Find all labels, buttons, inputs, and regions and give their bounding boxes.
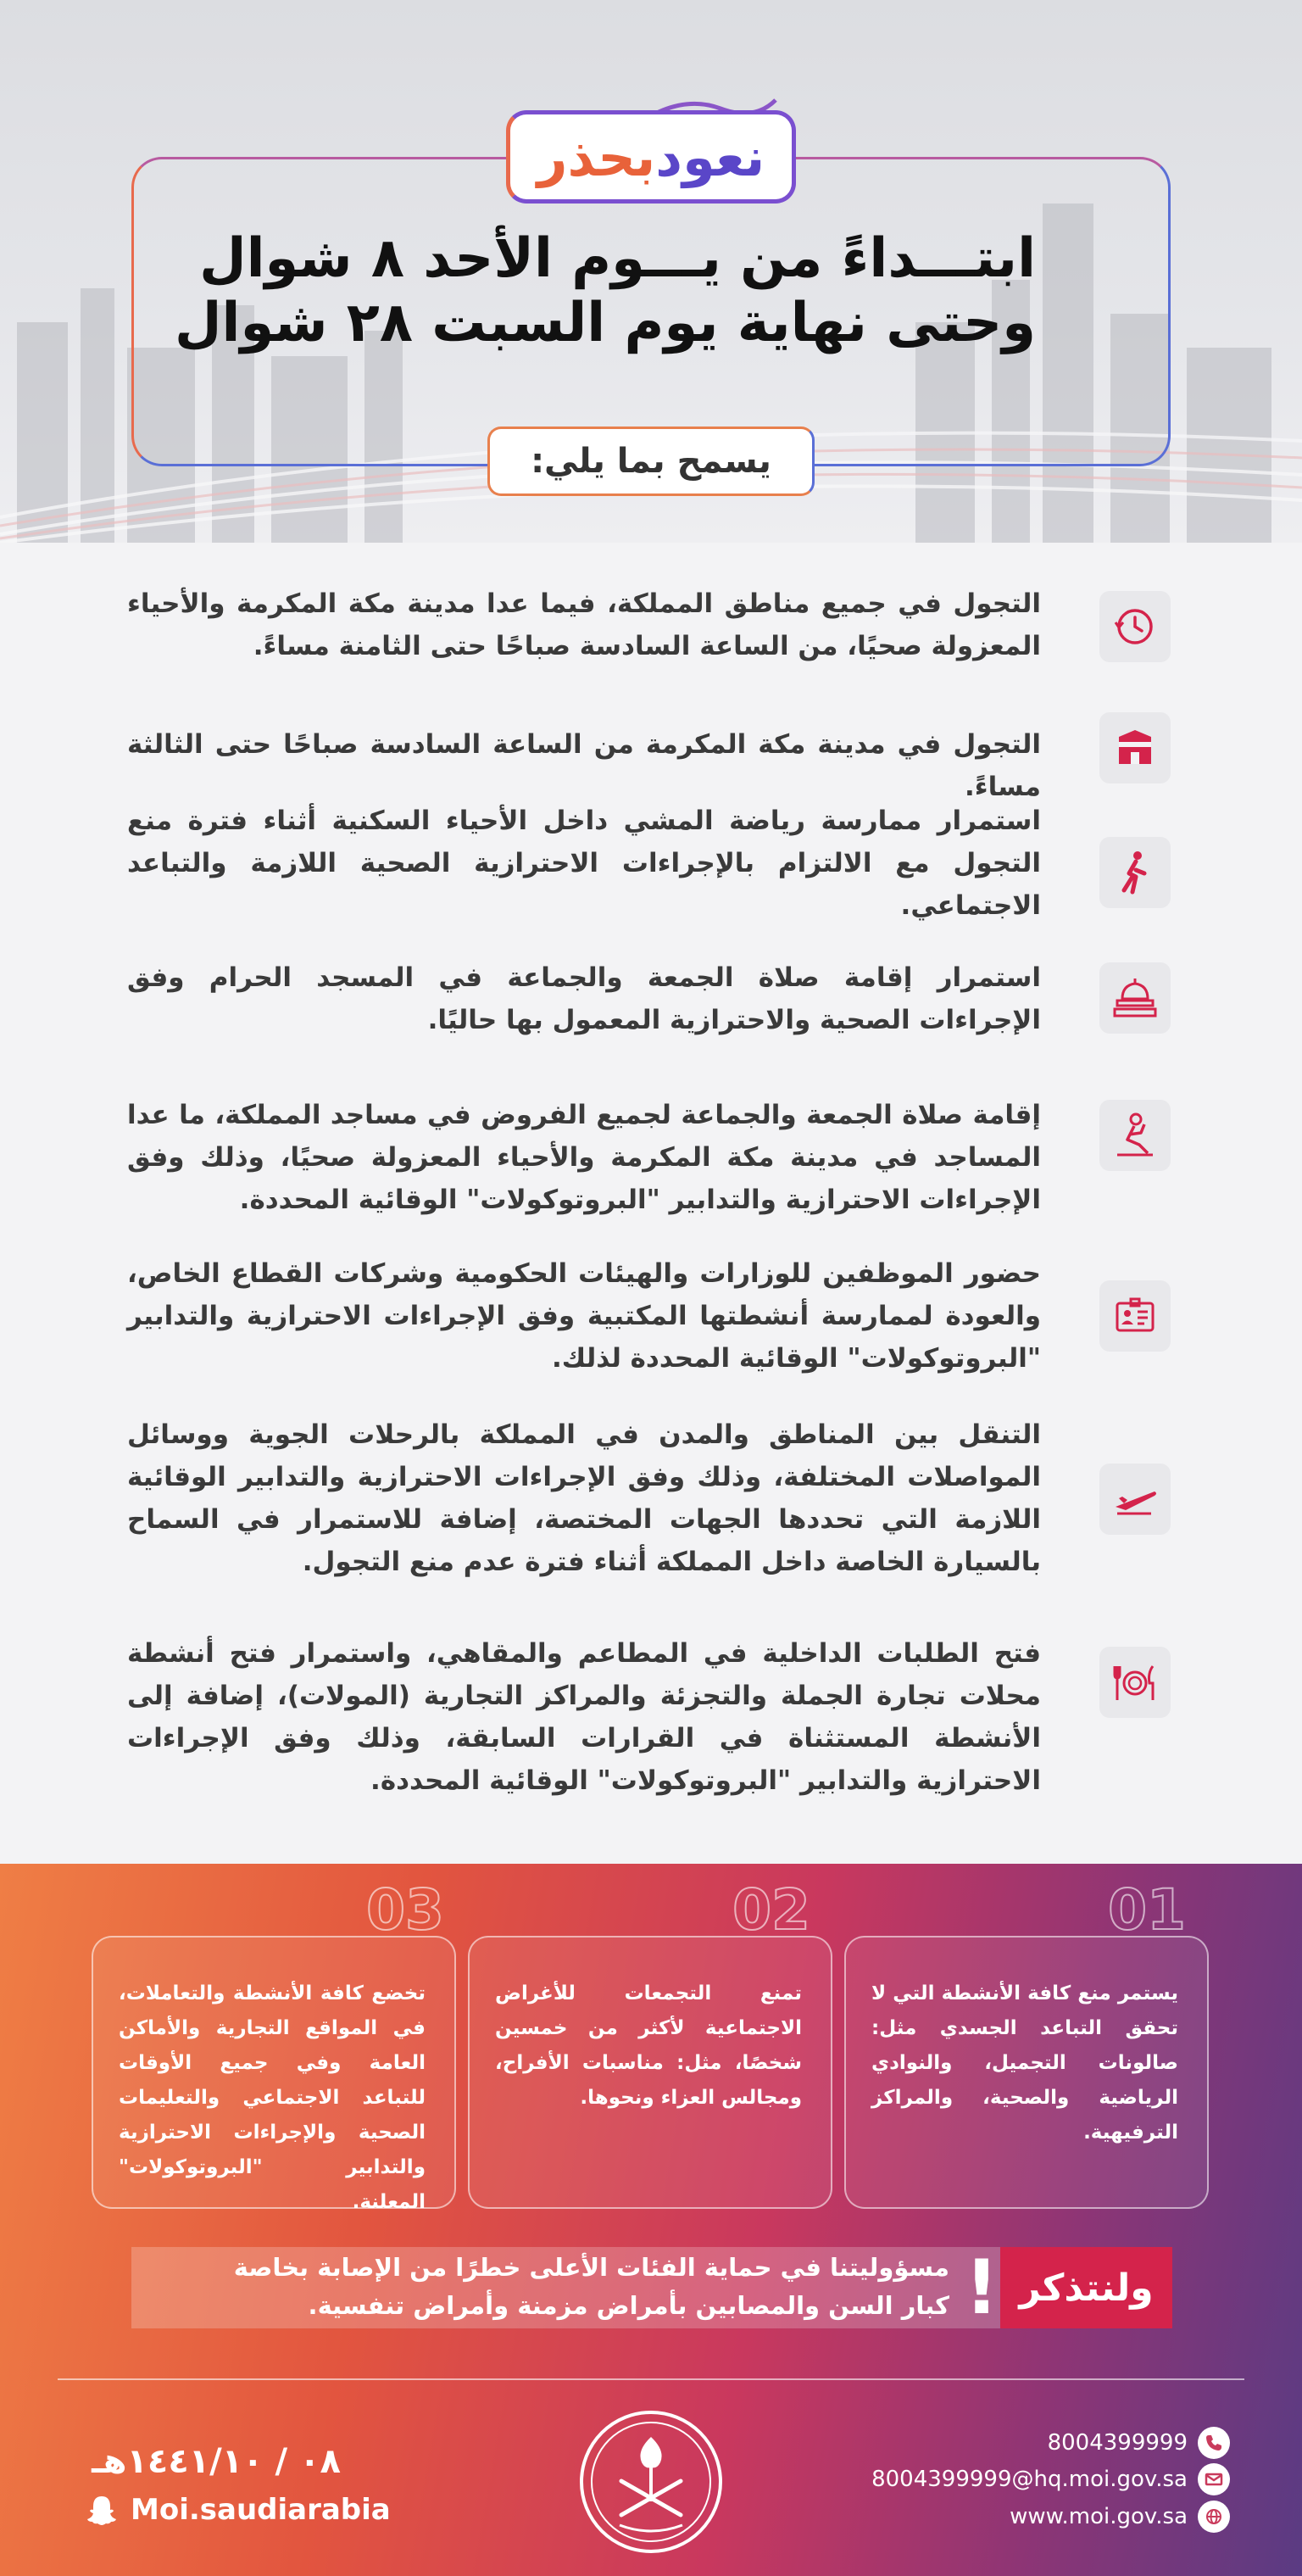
title-line-1: ابتـــداءً من يـــوم الأحد ٨ شوال	[199, 227, 1036, 290]
globe-icon	[1198, 2501, 1230, 2533]
notice-card	[92, 1936, 456, 2213]
mosque-icon	[1099, 962, 1171, 1034]
phone-number[interactable]: 8004399999	[1047, 2430, 1188, 2456]
notice-card	[468, 1936, 832, 2209]
list-item: حضور الموظفين للوزارات والهيئات الحكومية وشركات القطاع الخاص، والعودة لممارسة أنشطتها المكتبية وفق الإجراءات الاحترازية والتدابير "البروتوكولات" الوقائية المحددة لذلك.	[127, 1258, 1041, 1374]
praying-icon	[1099, 1100, 1171, 1171]
mail-icon	[1198, 2463, 1230, 2495]
list-item: إقامة صلاة الجمعة والجماعة لجميع الفروض في مساجد المملكة، ما عدا المساجد في مدينة مكة المكرمة والأحياء المعزولة صحيًا، وذلك وفق الإجراءات الاحترازية والتدابير "البروتوكولات" الوقائية المحددة.	[127, 1100, 1041, 1215]
list-item: التجول في جميع مناطق المملكة، فيما عدا مدينة مكة المكرمة والأحياء المعزولة صحيًا، من الساعة السادسة صباحًا حتى الثامنة مساءً.	[127, 588, 1041, 661]
notice-card	[844, 1936, 1209, 2209]
snapchat-username[interactable]: Moi.saudiarabia	[131, 2493, 391, 2527]
card-number: 03	[366, 1877, 444, 1943]
allowed-label: يسمح بما يلي:	[487, 427, 815, 496]
website-contact[interactable]	[1010, 2501, 1230, 2533]
clock-icon	[1099, 591, 1171, 662]
list-item: التجول في مدينة مكة المكرمة من الساعة السادسة صباحًا حتى الثالثة مساءً.	[127, 729, 1041, 802]
airplane-icon	[1099, 1464, 1171, 1535]
brand-logo-word-2: بحذر	[537, 125, 656, 188]
card-number: 01	[1108, 1877, 1186, 1943]
website-link[interactable]: www.moi.gov.sa	[1010, 2504, 1188, 2529]
remember-line-2: كبار السن والمصابين بأمراض مزمنة وأمراض تنفسية.	[308, 2291, 949, 2320]
exclamation-icon: !	[965, 2244, 999, 2331]
phone-icon	[1198, 2427, 1230, 2459]
notice-card-text: يستمر منع كافة الأنشطة التي لا تحقق التباعد الجسدي مثل: صالونات التجميل، والنوادي الرياضية والصحية، والمراكز الترفيهية.	[871, 1982, 1178, 2144]
remember-text	[153, 2249, 949, 2325]
notice-card-text: تمنع التجمعات للأغراض الاجتماعية لأكثر من خمسين شخصًا، مثل: مناسبات الأفراح، ومجالس العزاء ونحوها.	[495, 1982, 802, 2109]
list-item: فتح الطلبات الداخلية في المطاعم والمقاهي، واستمرار فتح أنشطة محلات تجارة الجملة والتجزئة والمراكز التجارية (المولات)، إضافة إلى الأنشطة المستثناة في القرارات السابقة، وذلك وفق الإجراءات الاحترازية والتدابير "البروتوكولات" الوقائية المحددة.	[127, 1638, 1041, 1796]
dining-icon	[1099, 1647, 1171, 1718]
remember-tag: ولنتذكر	[1000, 2247, 1172, 2328]
ministry-emblem	[577, 2408, 725, 2556]
kaaba-icon	[1099, 712, 1171, 783]
notice-card-text: تخضع كافة الأنشطة والتعاملات، في المواقع التجارية والأماكن العامة وفي جميع الأوقات للتباعد الاجتماعي والتعليمات الصحية والإجراءات الاحترازية والتدابير "البروتوكولات" المعلنة.	[119, 1982, 426, 2213]
email-contact[interactable]	[871, 2463, 1230, 2495]
list-item: التنقل بين المناطق والمدن في المملكة بالرحلات الجوية ووسائل المواصلات المختلفة، وذلك وفق الإجراءات الاحترازية والتدابير الوقائية اللازمة التي تحددها الجهات المختصة، إضافة للاستمرار في السماح بالسيارة الخاصة داخل المملكة أثناء فترة عدم منع التجول.	[127, 1419, 1041, 1577]
phone-contact[interactable]	[1048, 2427, 1230, 2459]
brand-logo	[506, 110, 796, 204]
walking-icon	[1099, 837, 1171, 908]
brand-logo-word-1: نعود	[655, 125, 765, 188]
snapchat-handle[interactable]	[85, 2493, 391, 2527]
title-line-2: وحتى نهاية يوم السبت ٢٨ شوال	[174, 291, 1036, 354]
footer-divider	[58, 2378, 1244, 2380]
remember-line-1: مسؤوليتنا في حماية الفئات الأعلى خطرًا من الإصابة بخاصة	[233, 2253, 949, 2282]
card-number: 02	[732, 1877, 810, 1943]
list-item: استمرار ممارسة رياضة المشي داخل الأحياء السكنية أثناء فترة منع التجول مع الالتزام بالإجراءات الاحترازية الصحية اللازمة والتباعد الاجتماعي.	[127, 806, 1041, 921]
email-address[interactable]: 8004399999@hq.moi.gov.sa	[871, 2467, 1188, 2492]
list-item: استمرار إقامة صلاة الجمعة والجماعة في المسجد الحرام وفق الإجراءات الصحية والاحترازية المعمول بها حاليًا.	[127, 962, 1041, 1035]
snapchat-icon	[85, 2493, 119, 2527]
id-card-icon	[1099, 1280, 1171, 1352]
page-title	[170, 227, 1102, 355]
issue-date: ٠٨ / ١٤٤١/١٠هـ	[92, 2442, 341, 2481]
